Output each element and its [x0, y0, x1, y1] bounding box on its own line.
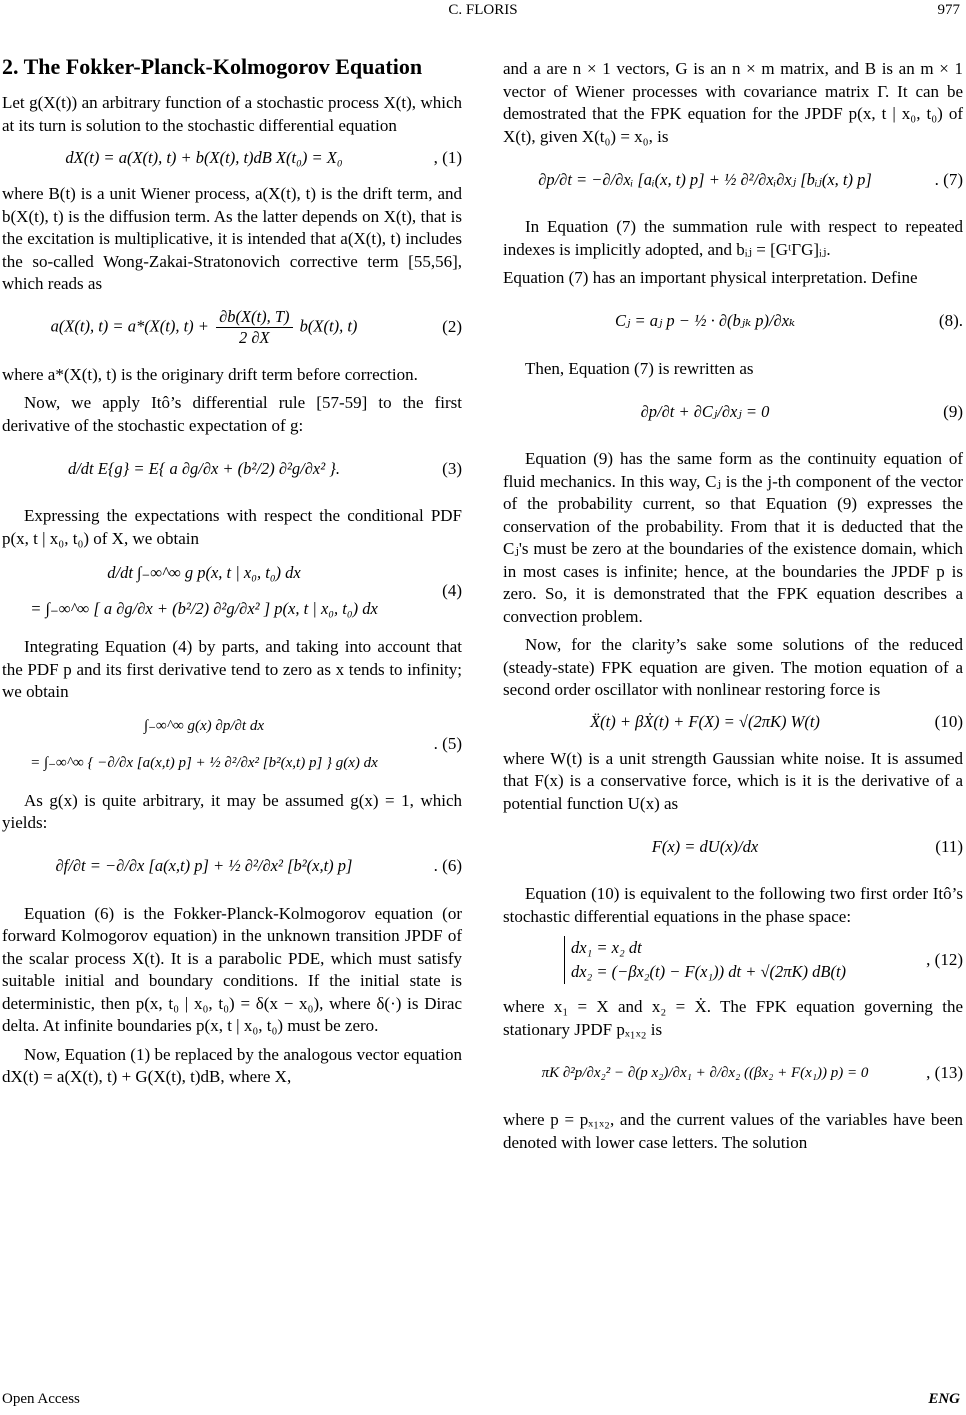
equation-5: [2, 710, 462, 780]
section-heading: 2. The Fokker-Planck-Kolmogorov Equation: [2, 54, 423, 79]
equation-11: [503, 821, 963, 873]
paragraph: Expressing the expectations with respect the conditional PDF p(x, t | x₀, t₀) of X, we obtain: [2, 506, 462, 548]
equation-number: (10): [934, 712, 963, 732]
equation-part: b(X(t), t): [299, 316, 358, 336]
equation-number: (2): [442, 317, 462, 337]
page-number: 977: [937, 2, 960, 18]
equation-number: . (7): [934, 169, 963, 189]
equation-number: (3): [442, 458, 462, 478]
footer-journal: ENG: [928, 1391, 960, 1407]
equation-line: dx₂ = (−βx₂(t) − F(x₁)) dt + √(2πK) dB(t): [570, 962, 847, 981]
equation-body: [503, 936, 907, 984]
running-head: [0, 2, 966, 24]
paragraph: Now, for the clarity’s sake some solutions of the reduced (steady-state) FPK equation are given. The motion equation of a second order oscillator with nonlinear restoring force is: [503, 635, 963, 699]
paragraph: Equation (7) has an important physical interpretation. Define: [503, 268, 918, 287]
page-footer: [0, 1391, 966, 1413]
numerator: ∂b(X(t), T): [216, 307, 292, 328]
equation-line: dx₁ = x₂ dt: [570, 938, 642, 957]
paragraph: In Equation (7) the summation rule with respect to repeated indexes is implicitly adopted, and bᵢⱼ = [GᵗΓG]ᵢⱼ.: [503, 217, 963, 259]
equation-body: [2, 562, 406, 621]
equation-6: [2, 841, 462, 893]
equation-12: [503, 934, 963, 986]
equation-system: [564, 936, 846, 984]
equation-line: ∫₋∞^∞ g(x) ∂p/∂t dx: [144, 718, 264, 734]
equation-body: d/dt E{g} = E{ a ∂g/∂x + (b²/2) ∂²g/∂x² }.: [67, 458, 341, 478]
paragraph: Now, we apply Itô’s differential rule [57-59] to the first derivative of the stochastic expectation of g:: [2, 393, 462, 435]
equation-part: a(X(t), t) = a*(X(t), t) +: [50, 316, 209, 336]
paragraph: Equation (6) is the Fokker-Planck-Kolmogorov equation (or forward Kolmogorov equation) in the unknown transition JPDF of the scalar process X(t). It is a parabolic PDE, which must satisfy suitable initial and boundary conditions. If the initial state is deterministic, then p(x, t₀ | x₀, t₀) = δ(x − x₀), where δ(·) is Dirac delta. At infinite boundaries p(x, t | x₀, t₀) must be zero.: [2, 903, 462, 1035]
paragraph: where B(t) is a unit Wiener process, a(X(t), t) is the drift term, and b(X(t), t) is the diffusion term. As the latter depends on X(t), that is the excitation is multiplicative, it is intended that a(X(t), t) includes the so-called Wong-Zakai-Stratonovich corrective term [55,56], which reads as: [2, 184, 462, 293]
paragraph: and a are n × 1 vectors, G is an n × m matrix, and B is an m × 1 vector of Wiener processes with covariance matrix Γ. It can be demostrated that the FPK equation for the JPDF p(x, t | x₀, t₀) of X(t), given X(t₀) = x₀, is: [503, 59, 963, 146]
equation-9: [503, 386, 963, 438]
equation-number: (11): [935, 836, 963, 856]
equation-1: [2, 143, 462, 173]
equation-number: . (5): [433, 734, 462, 754]
equation-body: F(x) = dU(x)/dx: [651, 836, 759, 856]
paragraph: Now, Equation (1) be replaced by the analogous vector equation dX(t) = a(X(t), t) + G(X(t), t)dB, where X,: [2, 1044, 462, 1086]
equation-body: πK ∂²p/∂x₂² − ∂(p x₂)/∂x₁ + ∂/∂x₂ ((βx₂ + F(x₁)) p) = 0: [541, 1064, 869, 1081]
equation-3: [2, 443, 462, 495]
equation-body: ∂p/∂t + ∂Cⱼ/∂xⱼ = 0: [640, 401, 770, 421]
paragraph: where a*(X(t), t) is the originary drift term before correction.: [2, 364, 418, 384]
equation-10: [503, 708, 963, 738]
equation-body: Cⱼ = aⱼ p − ½ · ∂(bⱼₖ p)/∂xₖ: [614, 311, 796, 331]
right-column: [503, 58, 963, 1160]
equation-body: Ẍ(t) + βẊ(t) + F(X) = √(2πK) W(t): [590, 712, 820, 732]
equation-number: (9): [943, 401, 963, 421]
equation-body: ∂f/∂t = −∂/∂x [a(x,t) p] + ½ ∂²/∂x² [b²(x,t) p]: [55, 856, 353, 876]
paragraph: where W(t) is a unit strength Gaussian white noise. It is assumed that F(x) is a conservative force, which is it is the derivative of a potential function U(x) as: [503, 748, 963, 813]
equation-line: = ∫₋∞^∞ [ a ∂g/∂x + (b²/2) ∂²g/∂x² ] p(x, t | x₀, t₀) dx: [30, 599, 378, 618]
equation-2: [2, 302, 462, 354]
equation-body: [2, 715, 406, 774]
fraction: [216, 307, 292, 348]
paragraph: Integrating Equation (4) by parts, and taking into account that the PDF p and its first derivative tend to zero as x tends to infinity; we obtain: [2, 637, 462, 701]
equation-number: , (12): [926, 949, 963, 969]
paragraph: where p = pₓ₁ₓ₂, and the current values of the variables have been denoted with lower case letters. The solution: [503, 1110, 963, 1152]
paragraph: Then, Equation (7) is rewritten as: [525, 358, 754, 378]
equation-number: (4): [442, 580, 462, 600]
running-head-author: C. FLORIS: [448, 2, 518, 18]
equation-number: , (1): [433, 147, 462, 167]
paragraph: Let g(X(t)) an arbitrary function of a stochastic process X(t), which at its turn is solution to the stochastic differential equation: [2, 93, 462, 135]
equation-body: ∂p/∂t = −∂/∂xᵢ [aᵢ(x, t) p] + ½ ∂²/∂xᵢ∂xⱼ [bᵢⱼ(x, t) p]: [538, 169, 872, 189]
left-column: [2, 50, 462, 1095]
equation-line: d/dt ∫₋∞^∞ g p(x, t | x₀, t₀) dx: [107, 562, 301, 582]
equation-body: dX(t) = a(X(t), t) + b(X(t), t)dB X(t₀) = X₀: [65, 147, 343, 167]
paragraph: Equation (10) is equivalent to the following two first order Itô’s stochastic differential equations in the phase space:: [503, 884, 963, 926]
equation-number: . (6): [433, 856, 462, 876]
equation-line: = ∫₋∞^∞ { −∂/∂x [a(x,t) p] + ½ ∂²/∂x² [b²(x,t) p] } g(x) dx: [30, 754, 378, 771]
paragraph: As g(x) is quite arbitrary, it may be assumed g(x) = 1, which yields:: [2, 790, 462, 832]
paragraph: where x₁ = X and x₂ = Ẋ. The FPK equation governing the stationary JPDF pₓ₁ₓ₂ is: [503, 997, 963, 1039]
equation-number: , (13): [926, 1062, 963, 1082]
equation-number: (8).: [938, 311, 963, 331]
equation-body: [2, 307, 406, 348]
footer-open-access: Open Access: [2, 1391, 80, 1407]
equation-8: [503, 296, 963, 348]
equation-13: [503, 1047, 963, 1099]
equation-7: [503, 154, 963, 206]
denominator: 2 ∂X: [239, 328, 270, 347]
paragraph: Equation (9) has the same form as the continuity equation of fluid mechanics. In this way, Cⱼ is the j-th component of the vector of the probability current, so that Equation (9) expresses the conservation of the probability. From that it is deducted that the Cⱼ's must be zero at the boundaries of the existence domain, which in most cases is infinite; hence, at the boundaries the JPDF p is zero. So, it is demonstrated that the FPK equation describes a convection problem.: [503, 449, 963, 626]
equation-4: [2, 556, 462, 626]
